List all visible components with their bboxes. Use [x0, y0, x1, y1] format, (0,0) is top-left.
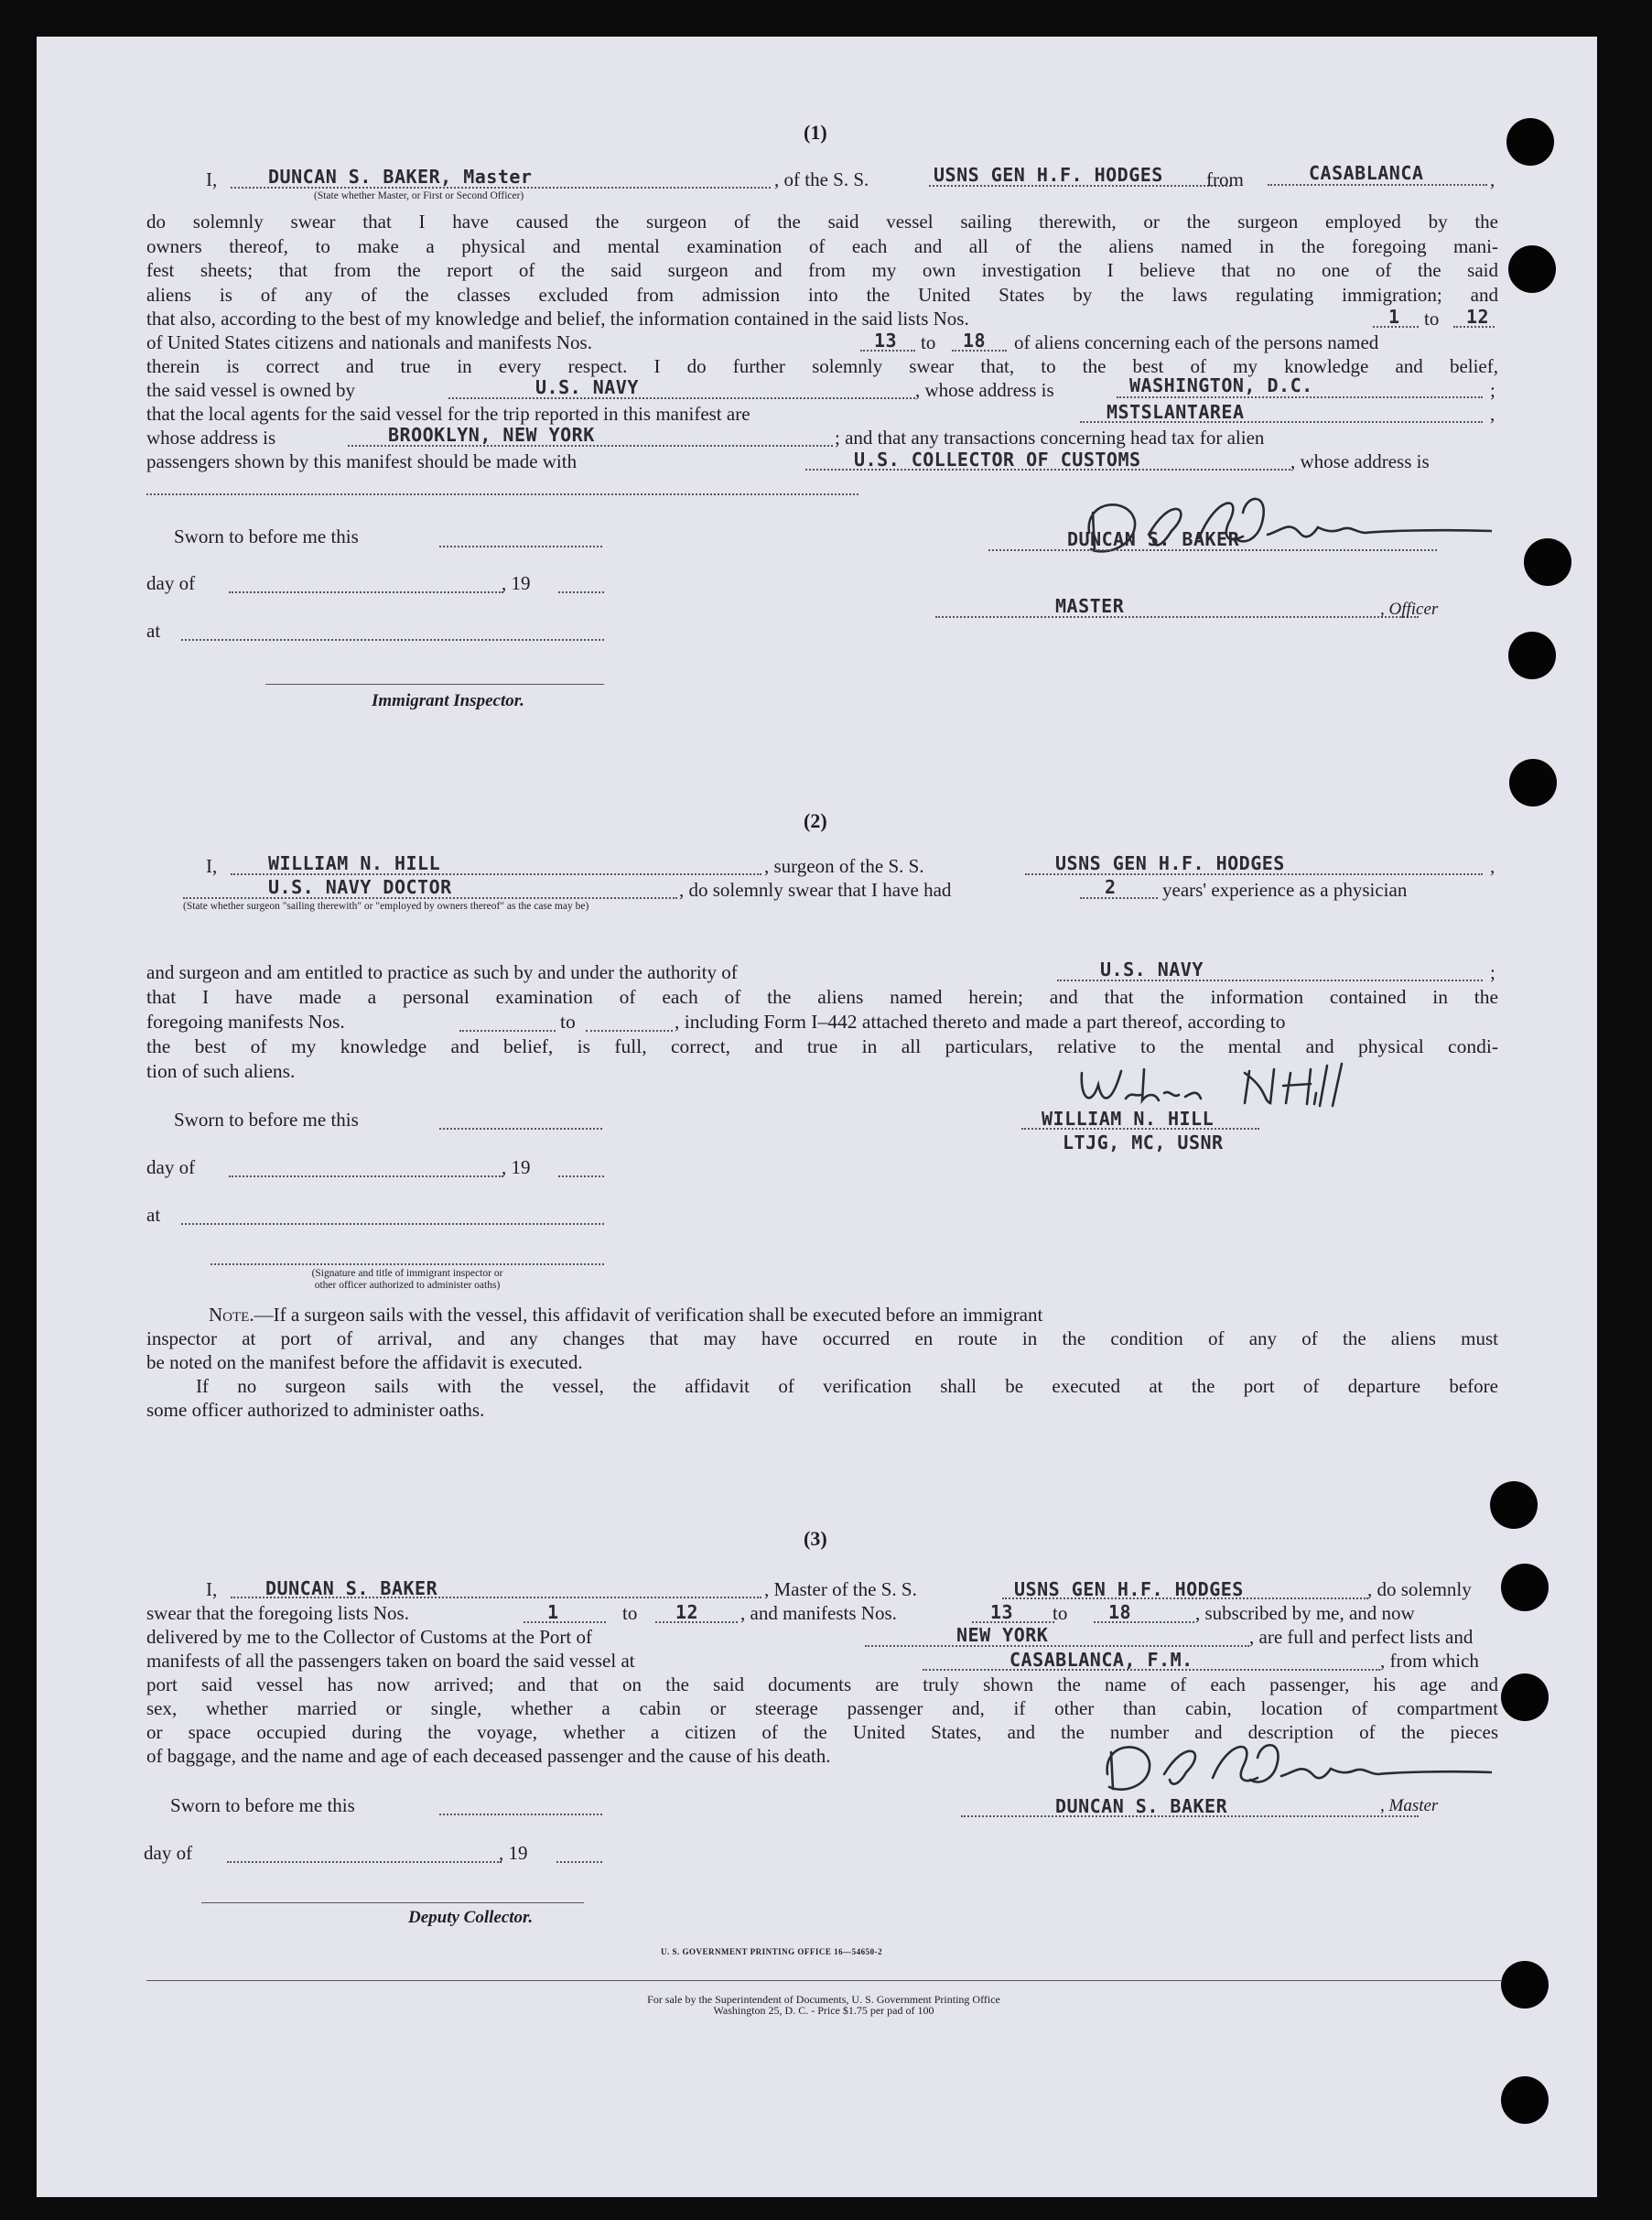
punch-hole	[1506, 118, 1554, 166]
label-text: , including Form I–442 attached thereto and made a part thereof, according to	[675, 1011, 1286, 1033]
label-text: to	[560, 1011, 576, 1033]
punch-hole	[1501, 1564, 1549, 1611]
punch-hole	[1524, 538, 1571, 586]
fill-line	[935, 616, 1419, 618]
field-note: other officer authorized to administer oaths)	[314, 1280, 501, 1291]
officer-label: , Officer	[1380, 600, 1439, 619]
vessel-name: USNS GEN H.F. HODGES	[1055, 852, 1285, 874]
sale-notice: Washington 25, D. C. - Price $1.75 per pad of 100	[713, 2004, 934, 2017]
fill-line	[1453, 326, 1495, 328]
label-text: to	[1424, 308, 1440, 330]
punch-hole	[1509, 759, 1557, 807]
label-text: swear that the foregoing lists Nos.	[146, 1602, 409, 1624]
gpo-imprint: U. S. GOVERNMENT PRINTING OFFICE 16—54650-2	[661, 1947, 883, 1956]
vessel-owner: U.S. NAVY	[535, 376, 639, 398]
fill-line	[805, 469, 1290, 471]
oath-prefix: I,	[206, 855, 218, 877]
field-note: (State whether surgeon "sailing therewith" or "employed by owners thereof" as the case may be)	[183, 901, 589, 912]
label-text: , whose address is	[915, 379, 1054, 401]
list-to: 12	[1466, 306, 1490, 328]
label-text: the said vessel is owned by	[146, 379, 356, 401]
fill-line	[459, 1030, 556, 1032]
label-text: that the local agents for the said vessel for the trip reported in this manifest are	[146, 403, 750, 425]
signature-line	[265, 684, 604, 685]
arrival-port: NEW YORK	[956, 1624, 1049, 1646]
fill-line	[181, 1223, 604, 1225]
note-text: inspector at port of arrival, and any changes that may have occurred en route in the condition of any of the aliens must	[146, 1327, 1498, 1349]
sworn-label: Sworn to before me this	[174, 1109, 359, 1131]
fill-line	[952, 350, 1007, 352]
oath-text: fest sheets; that from the report of the said surgeon and from my own investigation I believe that no one of the said	[146, 259, 1498, 281]
fill-line	[860, 350, 915, 352]
note-text: If no surgeon sails with the vessel, the affidavit of verification shall be executed at the port of departure before	[196, 1375, 1498, 1397]
label-text: , whose address is	[1290, 450, 1430, 472]
label-text: , and manifests Nos.	[740, 1602, 897, 1624]
sworn-label: Sworn to before me this	[174, 525, 359, 547]
label-text: manifests of all the passengers taken on board the said vessel at	[146, 1650, 635, 1672]
at-label: at	[146, 620, 161, 642]
fill-line	[988, 549, 1437, 551]
oath-text: sex, whether married or single, whether a cabin or steerage passenger and, if other than cabin, location of compartment	[146, 1697, 1498, 1719]
label-text: , subscribed by me, and now	[1195, 1602, 1415, 1624]
section-number: (2)	[804, 809, 827, 832]
label-text: ,	[1490, 168, 1495, 190]
fill-line	[439, 1128, 602, 1130]
at-label: at	[146, 1204, 161, 1226]
fill-line	[439, 546, 602, 547]
manifest-to: 18	[963, 330, 987, 352]
fill-line	[524, 1621, 606, 1623]
tax-collector: U.S. COLLECTOR OF CUSTOMS	[854, 449, 1141, 471]
signature-line	[201, 1902, 584, 1903]
manifest-from: 13	[874, 330, 898, 352]
agent-address: BROOKLYN, NEW YORK	[388, 424, 595, 446]
surgeon-name: WILLIAM N. HILL	[268, 852, 441, 874]
fill-line	[231, 1597, 761, 1598]
surgeon-role: U.S. NAVY DOCTOR	[268, 876, 452, 898]
label-text: of aliens concerning each of the persons named	[1014, 331, 1379, 353]
label-text: ;	[1490, 961, 1495, 983]
label-text: ,	[1490, 403, 1495, 425]
fill-line	[231, 187, 771, 189]
note-text: be noted on the manifest before the affidavit is executed.	[146, 1351, 583, 1373]
label-text: to	[1053, 1602, 1068, 1624]
oath-text: port said vessel has now arrived; and that on the said documents are truly shown the name of each passenger, his age and	[146, 1673, 1498, 1695]
owner-address: WASHINGTON, D.C.	[1129, 374, 1313, 396]
fill-line	[558, 1175, 604, 1177]
fill-line	[229, 1175, 503, 1177]
fill-line	[181, 639, 604, 641]
practice-authority: U.S. NAVY	[1100, 958, 1204, 980]
signature-line	[211, 1263, 604, 1265]
label-text: to	[622, 1602, 638, 1624]
fill-line	[961, 1815, 1419, 1817]
note-text: some officer authorized to administer oaths.	[146, 1399, 485, 1421]
oath-text: the best of my knowledge and belief, is full, correct, and true in all particulars, relative to the mental and physical condi-	[146, 1035, 1498, 1057]
label-text: ; and that any transactions concerning head tax for alien	[835, 427, 1265, 449]
manifest-to: 18	[1108, 1601, 1132, 1623]
manifest-from: 13	[990, 1601, 1014, 1623]
fill-line	[1080, 897, 1158, 899]
label-text: years' experience as a physician	[1162, 879, 1408, 901]
sale-notice: For sale by the Superintendent of Documents, U. S. Government Printing Office	[647, 1993, 1000, 2006]
year-label: , 19	[502, 1156, 531, 1178]
oath-text: owners thereof, to make a physical and mental examination of each and all of the aliens named in the foregoing mani-	[146, 234, 1498, 257]
oath-prefix: I,	[206, 168, 218, 190]
fill-line	[146, 493, 858, 495]
signer-name: DUNCAN S. BAKER	[1055, 1795, 1228, 1817]
label-text: ,	[1490, 855, 1495, 877]
footer-rule	[146, 1980, 1501, 1981]
fill-line	[929, 185, 1231, 187]
oath-text: or space occupied during the voyage, whether a citizen of the United States, and the number and description of the pieces	[146, 1721, 1498, 1743]
list-from: 1	[547, 1601, 559, 1623]
embarkation-port: CASABLANCA, F.M.	[1010, 1649, 1193, 1671]
label-text: passengers shown by this manifest should be made with	[146, 450, 578, 472]
fill-line	[1021, 1128, 1259, 1130]
punch-hole	[1501, 1673, 1549, 1721]
vessel-name: USNS GEN H.F. HODGES	[1014, 1578, 1244, 1600]
day-of-label: day of	[146, 572, 196, 594]
label-text: , do solemnly	[1367, 1578, 1472, 1600]
signer-name: DUNCAN S. BAKER	[1067, 528, 1240, 550]
label-text: , do solemnly swear that I have had	[679, 879, 952, 901]
list-to: 12	[675, 1601, 699, 1623]
fill-line	[1057, 980, 1483, 981]
label-text: from	[1206, 168, 1244, 190]
fill-line	[556, 1861, 602, 1863]
punch-hole	[1501, 2076, 1549, 2124]
fill-line	[655, 1621, 738, 1623]
day-of-label: day of	[144, 1842, 193, 1864]
label-text: , are full and perfect lists and	[1249, 1626, 1474, 1648]
signer-name: WILLIAM N. HILL	[1042, 1108, 1215, 1130]
note-text: —If a surgeon sails with the vessel, this affidavit of verification shall be executed before an immigrant	[254, 1304, 1043, 1326]
fill-line	[348, 445, 833, 447]
label-text: , from which	[1380, 1650, 1479, 1672]
inspector-label: Immigrant Inspector.	[372, 691, 524, 710]
oath-text: tion of such aliens.	[146, 1060, 296, 1082]
fill-line	[586, 1030, 673, 1032]
signature-duncan-baker	[1089, 1730, 1492, 1803]
section-number: (3)	[804, 1527, 827, 1550]
oath-text: aliens is of any of the classes excluded from admission into the United States by the laws regulating immigration; and	[146, 283, 1498, 306]
note-label: Note.	[209, 1304, 254, 1326]
label-text: , surgeon of the S. S.	[764, 855, 924, 877]
years-experience: 2	[1105, 876, 1117, 898]
master-name: DUNCAN S. BAKER, Master	[268, 166, 533, 188]
label-text: that also, according to the best of my knowledge and belief, the information contained in the said lists Nos.	[146, 308, 969, 330]
departure-port: CASABLANCA	[1309, 162, 1424, 184]
label-text: ;	[1490, 379, 1495, 401]
fill-line	[229, 591, 503, 593]
fill-line	[1373, 326, 1419, 328]
signature-duncan-baker	[1071, 476, 1492, 577]
local-agents: MSTSLANTAREA	[1107, 401, 1245, 423]
note-line	[209, 1303, 1042, 1327]
punch-hole	[1508, 245, 1556, 293]
oath-text: therein is correct and true in every respect. I do further solemnly swear that, to the best of my knowledge and belief,	[146, 355, 1498, 377]
punch-hole	[1508, 632, 1556, 679]
punch-hole	[1490, 1481, 1538, 1529]
manifest-affidavit-page	[37, 37, 1597, 2197]
field-note: (State whether Master, or First or Second Officer)	[314, 190, 524, 201]
signer-rank: LTJG, MC, USNR	[1063, 1132, 1224, 1153]
fill-line	[1117, 396, 1483, 398]
master-name: DUNCAN S. BAKER	[265, 1577, 438, 1599]
fill-line	[1080, 421, 1483, 423]
punch-hole	[1501, 1961, 1549, 2009]
fill-line	[1002, 1597, 1368, 1599]
oath-text: of baggage, and the name and age of each deceased passenger and the cause of his death.	[146, 1745, 831, 1767]
vessel-name: USNS GEN H.F. HODGES	[934, 164, 1163, 186]
fill-line	[558, 591, 604, 593]
sworn-label: Sworn to before me this	[170, 1794, 355, 1816]
oath-text: do solemnly swear that I have caused the surgeon of the said vessel sailing therewith, or the surgeon employed by the	[146, 211, 1498, 233]
label-text: whose address is	[146, 427, 276, 449]
label-text: foregoing manifests Nos.	[146, 1011, 345, 1033]
fill-line	[865, 1645, 1249, 1647]
section-number: (1)	[804, 121, 827, 144]
master-label: , Master	[1380, 1796, 1439, 1815]
year-label: , 19	[499, 1842, 528, 1864]
fill-line	[183, 897, 677, 899]
fill-line	[923, 1669, 1380, 1671]
list-from: 1	[1388, 306, 1400, 328]
collector-label: Deputy Collector.	[408, 1908, 534, 1927]
day-of-label: day of	[146, 1156, 196, 1178]
field-note: (Signature and title of immigrant inspector or	[311, 1268, 503, 1279]
fill-line	[439, 1814, 602, 1815]
fill-line	[448, 397, 915, 399]
year-label: , 19	[502, 572, 531, 594]
label-text: delivered by me to the Collector of Customs at the Port of	[146, 1626, 592, 1648]
signer-title: MASTER	[1055, 595, 1125, 617]
oath-text: that I have made a personal examination of each of the aliens named herein; and that the information contained in the	[146, 986, 1498, 1008]
label-text: , of the S. S.	[774, 168, 869, 190]
label-text: and surgeon and am entitled to practice as such by and under the authority of	[146, 961, 738, 983]
fill-line	[1094, 1621, 1194, 1623]
fill-line	[1025, 873, 1483, 875]
oath-prefix: I,	[206, 1578, 218, 1600]
label-text: of United States citizens and nationals and manifests Nos.	[146, 331, 592, 353]
fill-line	[227, 1861, 502, 1863]
fill-line	[1268, 184, 1487, 186]
label-text: to	[921, 331, 936, 353]
label-text: , Master of the S. S.	[764, 1578, 917, 1600]
